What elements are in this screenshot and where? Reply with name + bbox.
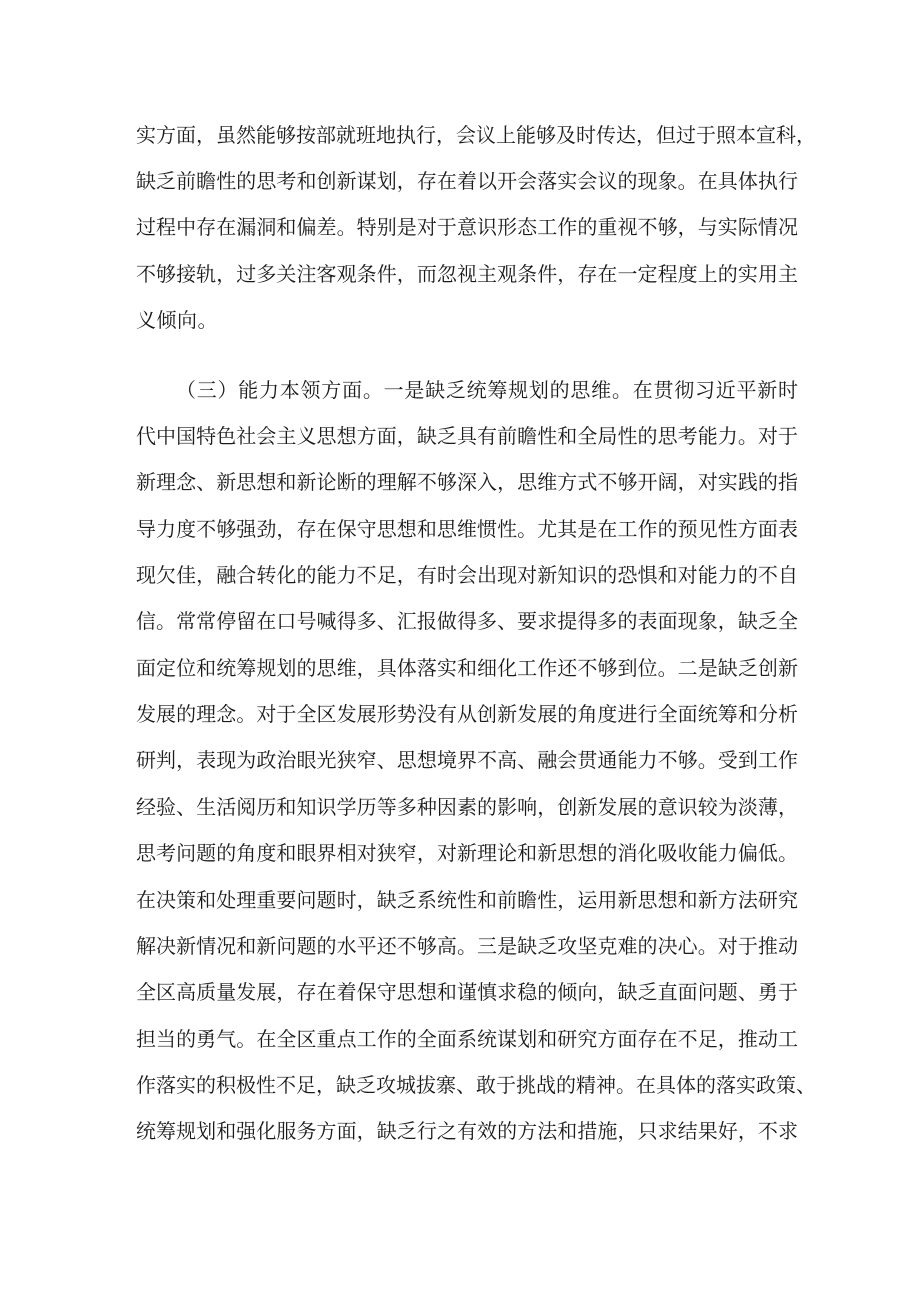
text-line: 研判，表现为政治眼光狭窄、思想境界不高、融会贯通能力不够。受到工作 xyxy=(136,748,798,772)
text-line: 经验、生活阅历和知识学历等多种因素的影响，创新发展的意识较为淡薄， xyxy=(136,795,798,819)
text-line: 解决新情况和新问题的水平还不够高。三是缺乏攻坚克难的决心。对于推动 xyxy=(136,934,798,958)
paragraph-heading-line: （三）能力本领方面。一是缺乏统筹规划的思维。在贯彻习近平新时 xyxy=(176,378,798,402)
text-line: 实方面，虽然能够按部就班地执行，会议上能够及时传达，但过于照本宣科， xyxy=(136,123,816,147)
text-line: 信。常常停留在口号喊得多、汇报做得多、要求提得多的表面现象，缺乏全 xyxy=(136,609,798,633)
text-line: 现欠佳，融合转化的能力不足，有时会出现对新知识的恐惧和对能力的不自 xyxy=(136,563,798,587)
text-line: 统筹规划和强化服务方面，缺乏行之有效的方法和措施，只求结果好，不求 xyxy=(136,1119,798,1143)
text-line: 发展的理念。对于全区发展形势没有从创新发展的角度进行全面统筹和分析 xyxy=(136,702,798,726)
text-line: 义倾向。 xyxy=(136,308,218,332)
text-line: 缺乏前瞻性的思考和创新谋划，存在着以开会落实会议的现象。在具体执行 xyxy=(136,169,798,193)
text-line: 过程中存在漏洞和偏差。特别是对于意识形态工作的重视不够，与实际情况 xyxy=(136,215,798,239)
text-line: 面定位和统筹规划的思维，具体落实和细化工作还不够到位。二是缺乏创新 xyxy=(136,656,798,680)
text-line: 新理念、新思想和新论断的理解不够深入，思维方式不够开阔，对实践的指 xyxy=(136,470,798,494)
text-line: 不够接轨，过多关注客观条件，而忽视主观条件，存在一定程度上的实用主 xyxy=(136,262,798,286)
text-line: 代中国特色社会主义思想方面，缺乏具有前瞻性和全局性的思考能力。对于 xyxy=(136,424,798,448)
text-line: 思考问题的角度和眼界相对狭窄，对新理论和新思想的消化吸收能力偏低。 xyxy=(136,841,798,865)
text-line: 导力度不够强劲，存在保守思想和思维惯性。尤其是在工作的预见性方面表 xyxy=(136,517,798,541)
text-line: 作落实的积极性不足，缺乏攻城拔寨、敢于挑战的精神。在具体的落实政策、 xyxy=(136,1073,816,1097)
text-line: 全区高质量发展，存在着保守思想和谨慎求稳的倾向，缺乏直面问题、勇于 xyxy=(136,980,798,1004)
text-line: 担当的勇气。在全区重点工作的全面系统谋划和研究方面存在不足，推动工 xyxy=(136,1027,798,1051)
text-line: 在决策和处理重要问题时，缺乏系统性和前瞻性，运用新思想和新方法研究 xyxy=(136,888,798,912)
